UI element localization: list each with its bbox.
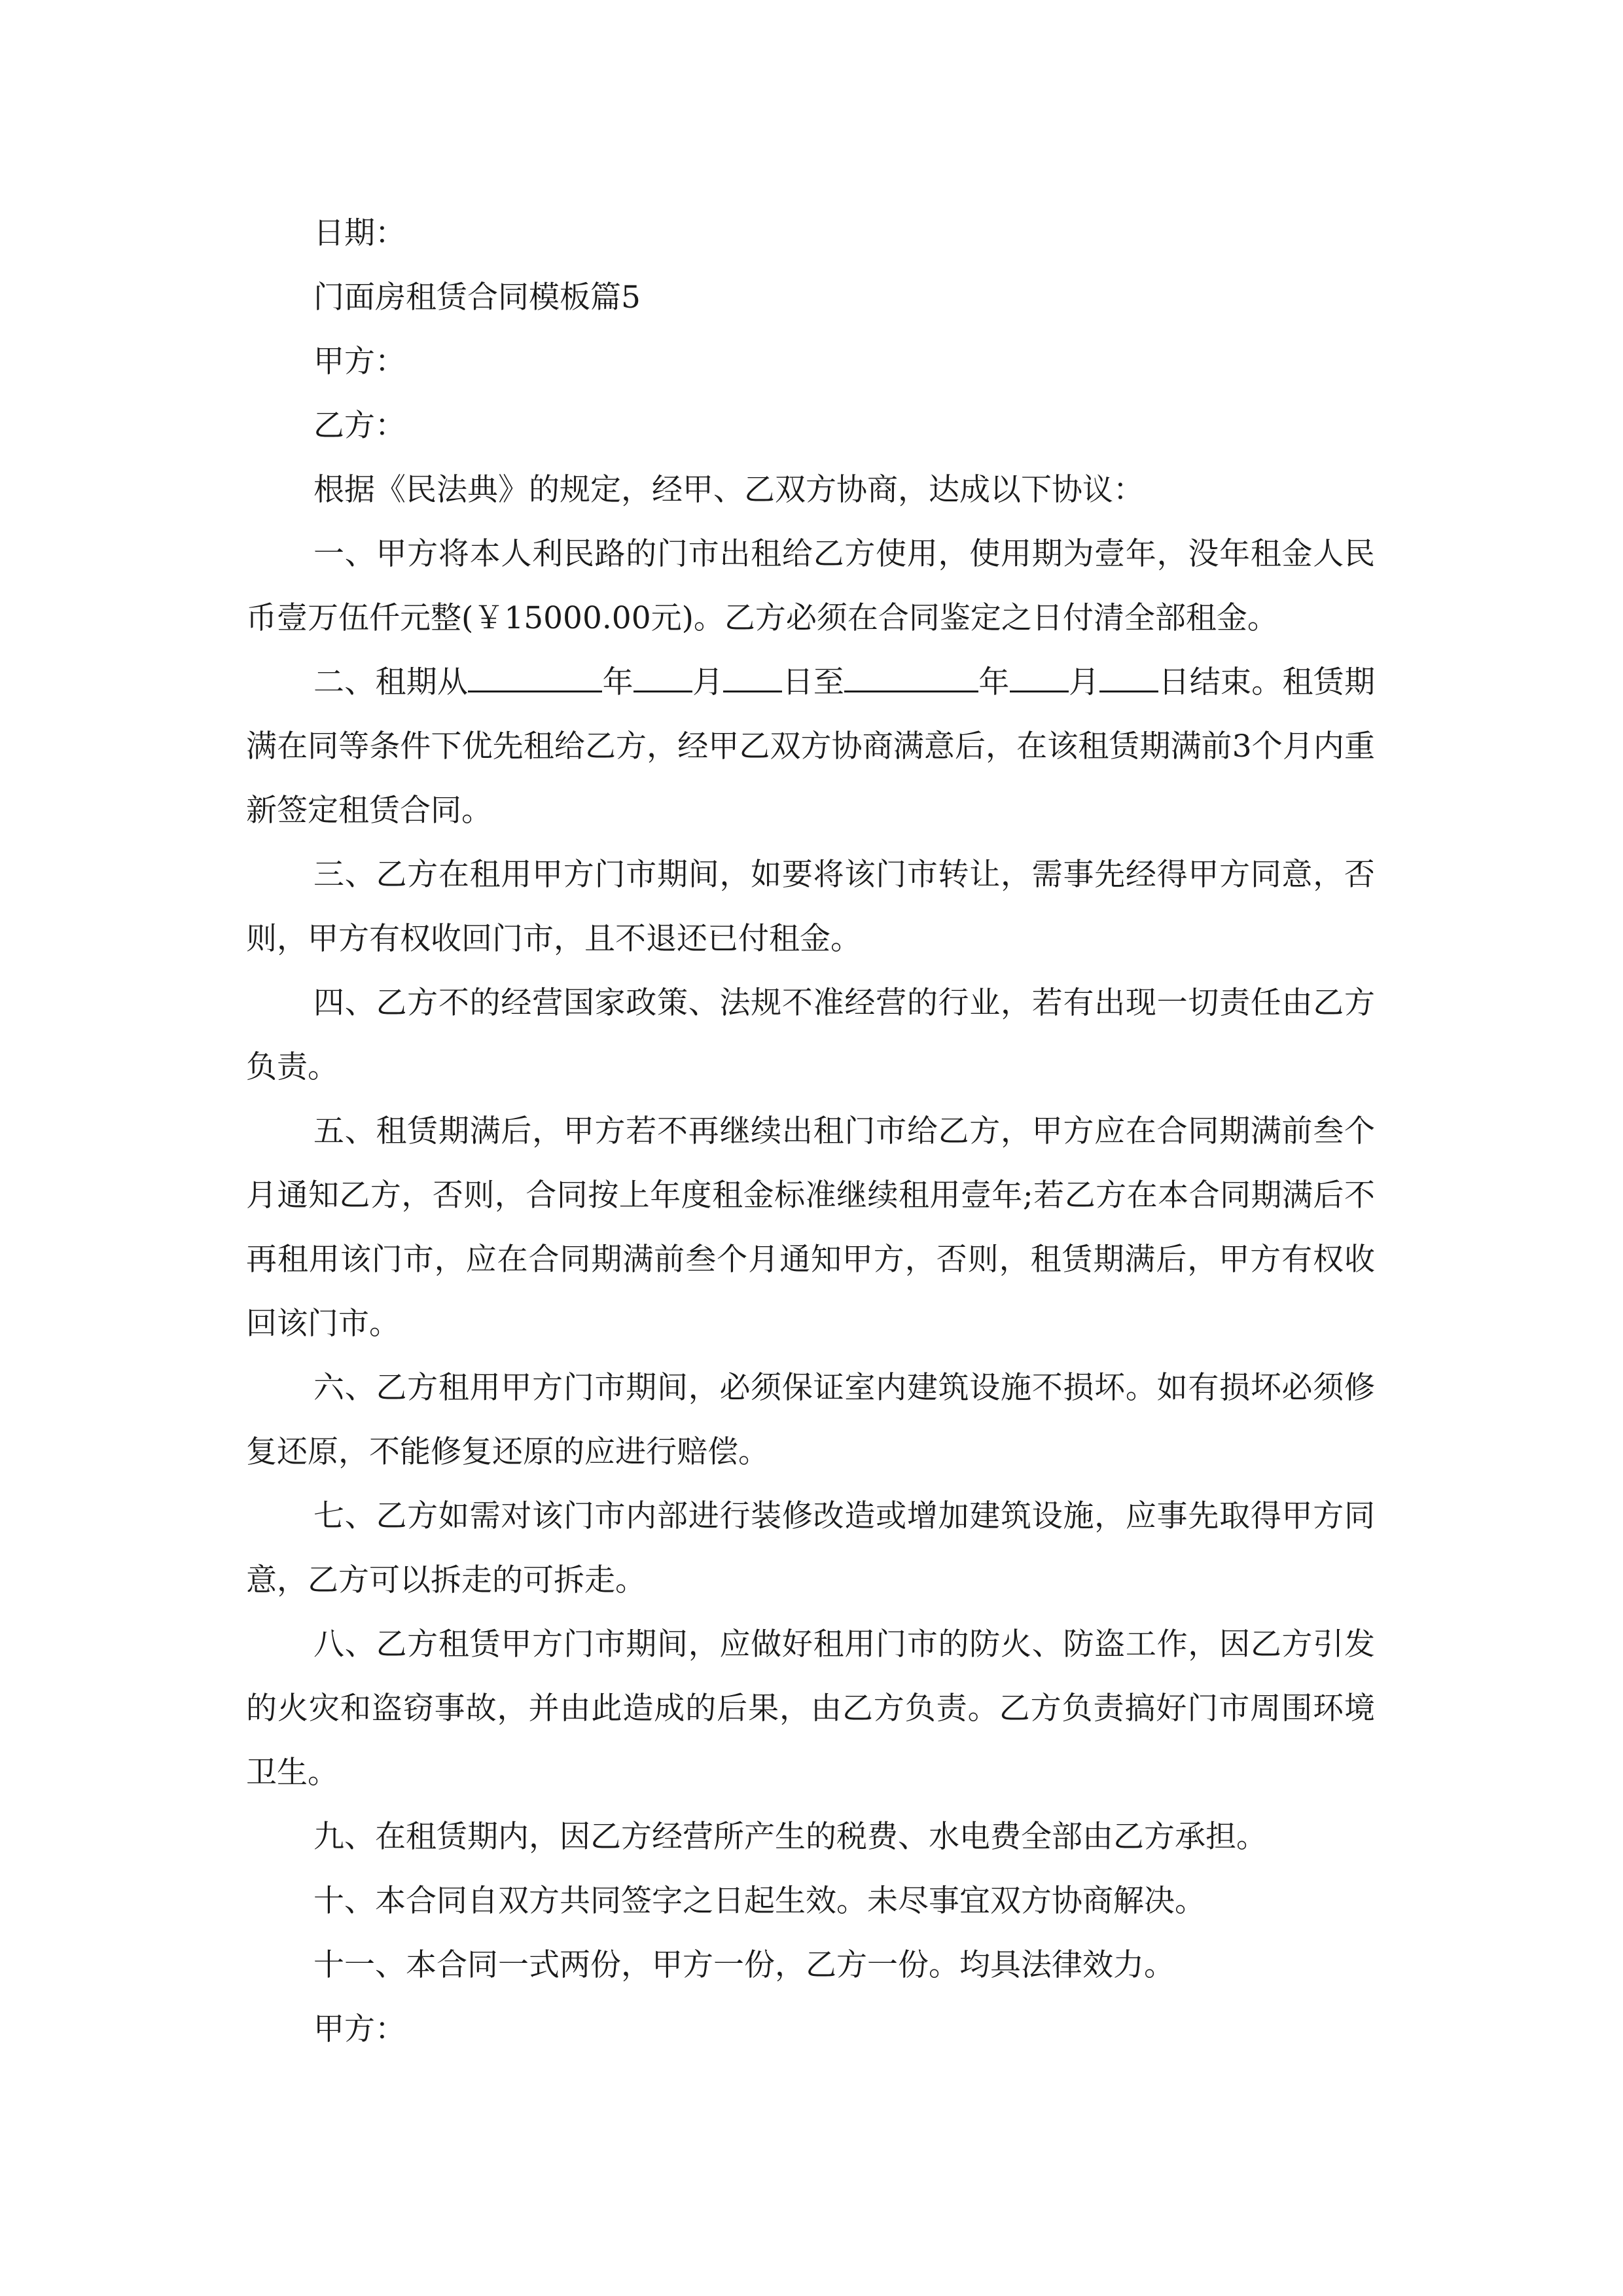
clause-2-day-end: 日结束。 [1158, 664, 1283, 700]
clause-10: 十、本合同自双方共同签字之日起生效。未尽事宜双方协商解决。 [313, 1883, 1205, 1919]
contract-title: 门面房租赁合同模板篇5 [313, 279, 641, 315]
clause-8: 八、乙方租赁甲方门市期间，应做好租用门市的防火、防盗工作，因乙方引发的火灾和盗窃事故，并由此造成的后果，由乙方负责。乙方负责搞好门市周围环境卫生。 [246, 1626, 1375, 1791]
clause-2-year-end: 年 [978, 664, 1010, 700]
clause-11: 十一、本合同一式两份，甲方一份，乙方一份。均具法律效力。 [313, 1947, 1175, 1983]
party-b-label: 乙方： [313, 408, 406, 444]
date-label: 日期： [313, 215, 406, 251]
blank-start-year[interactable] [468, 664, 602, 692]
blank-start-month[interactable] [633, 664, 692, 692]
clause-4: 四、乙方不的经营国家政策、法规不准经营的行业，若有出现一切责任由乙方负责。 [246, 985, 1375, 1085]
clause-2-month: 月 [692, 664, 724, 700]
clause-1: 一、甲方将本人利民路的门市出租给乙方使用，使用期为壹年，没年租金人民币壹万伍仟元整(￥15000.00元)。乙方必须在合同鉴定之日付清全部租金。 [246, 536, 1375, 636]
clause-2-prefix: 二、租期从 [313, 664, 469, 700]
clause-5: 五、租赁期满后，甲方若不再继续出租门市给乙方，甲方应在合同期满前叁个月通知乙方，否则，合同按上年度租金标准继续租用壹年;若乙方在本合同期满后不再租用该门市，应在合同期满前叁个月通知甲方，否则，租赁期满后，甲方有权收回该门市。 [246, 1113, 1375, 1342]
clause-2-day-to: 日至 [782, 664, 845, 700]
clause-6: 六、乙方租用甲方门市期间，必须保证室内建筑设施不损坏。如有损坏必须修复还原，不能修复还原的应进行赔偿。 [246, 1370, 1375, 1470]
document-page [246, 202, 1375, 2062]
signature-party-a-label: 甲方： [313, 2011, 406, 2047]
clause-2-rest: 租赁期满在同等条件下优先租给乙方，经甲乙双方协商满意后，在该租赁期满前3个月内重新签定租赁合同。 [246, 664, 1376, 829]
blank-end-day[interactable] [1099, 664, 1158, 692]
blank-end-month[interactable] [1010, 664, 1069, 692]
clause-7: 七、乙方如需对该门市内部进行装修改造或增加建筑设施，应事先取得甲方同意，乙方可以拆走的可拆走。 [246, 1498, 1375, 1598]
clause-2-month-end: 月 [1068, 664, 1100, 700]
intro-paragraph: 根据《民法典》的规定，经甲、乙双方协商，达成以下协议： [313, 472, 1144, 508]
clause-2-year: 年 [602, 664, 633, 700]
blank-start-day[interactable] [723, 664, 782, 692]
clause-3: 三、乙方在租用甲方门市期间，如要将该门市转让，需事先经得甲方同意，否则，甲方有权收回门市，且不退还已付租金。 [246, 857, 1375, 957]
party-a-label: 甲方： [313, 344, 406, 380]
clause-9: 九、在租赁期内，因乙方经营所产生的税费、水电费全部由乙方承担。 [313, 1819, 1267, 1855]
clause-2 [246, 651, 1375, 843]
blank-end-year[interactable] [844, 664, 978, 692]
